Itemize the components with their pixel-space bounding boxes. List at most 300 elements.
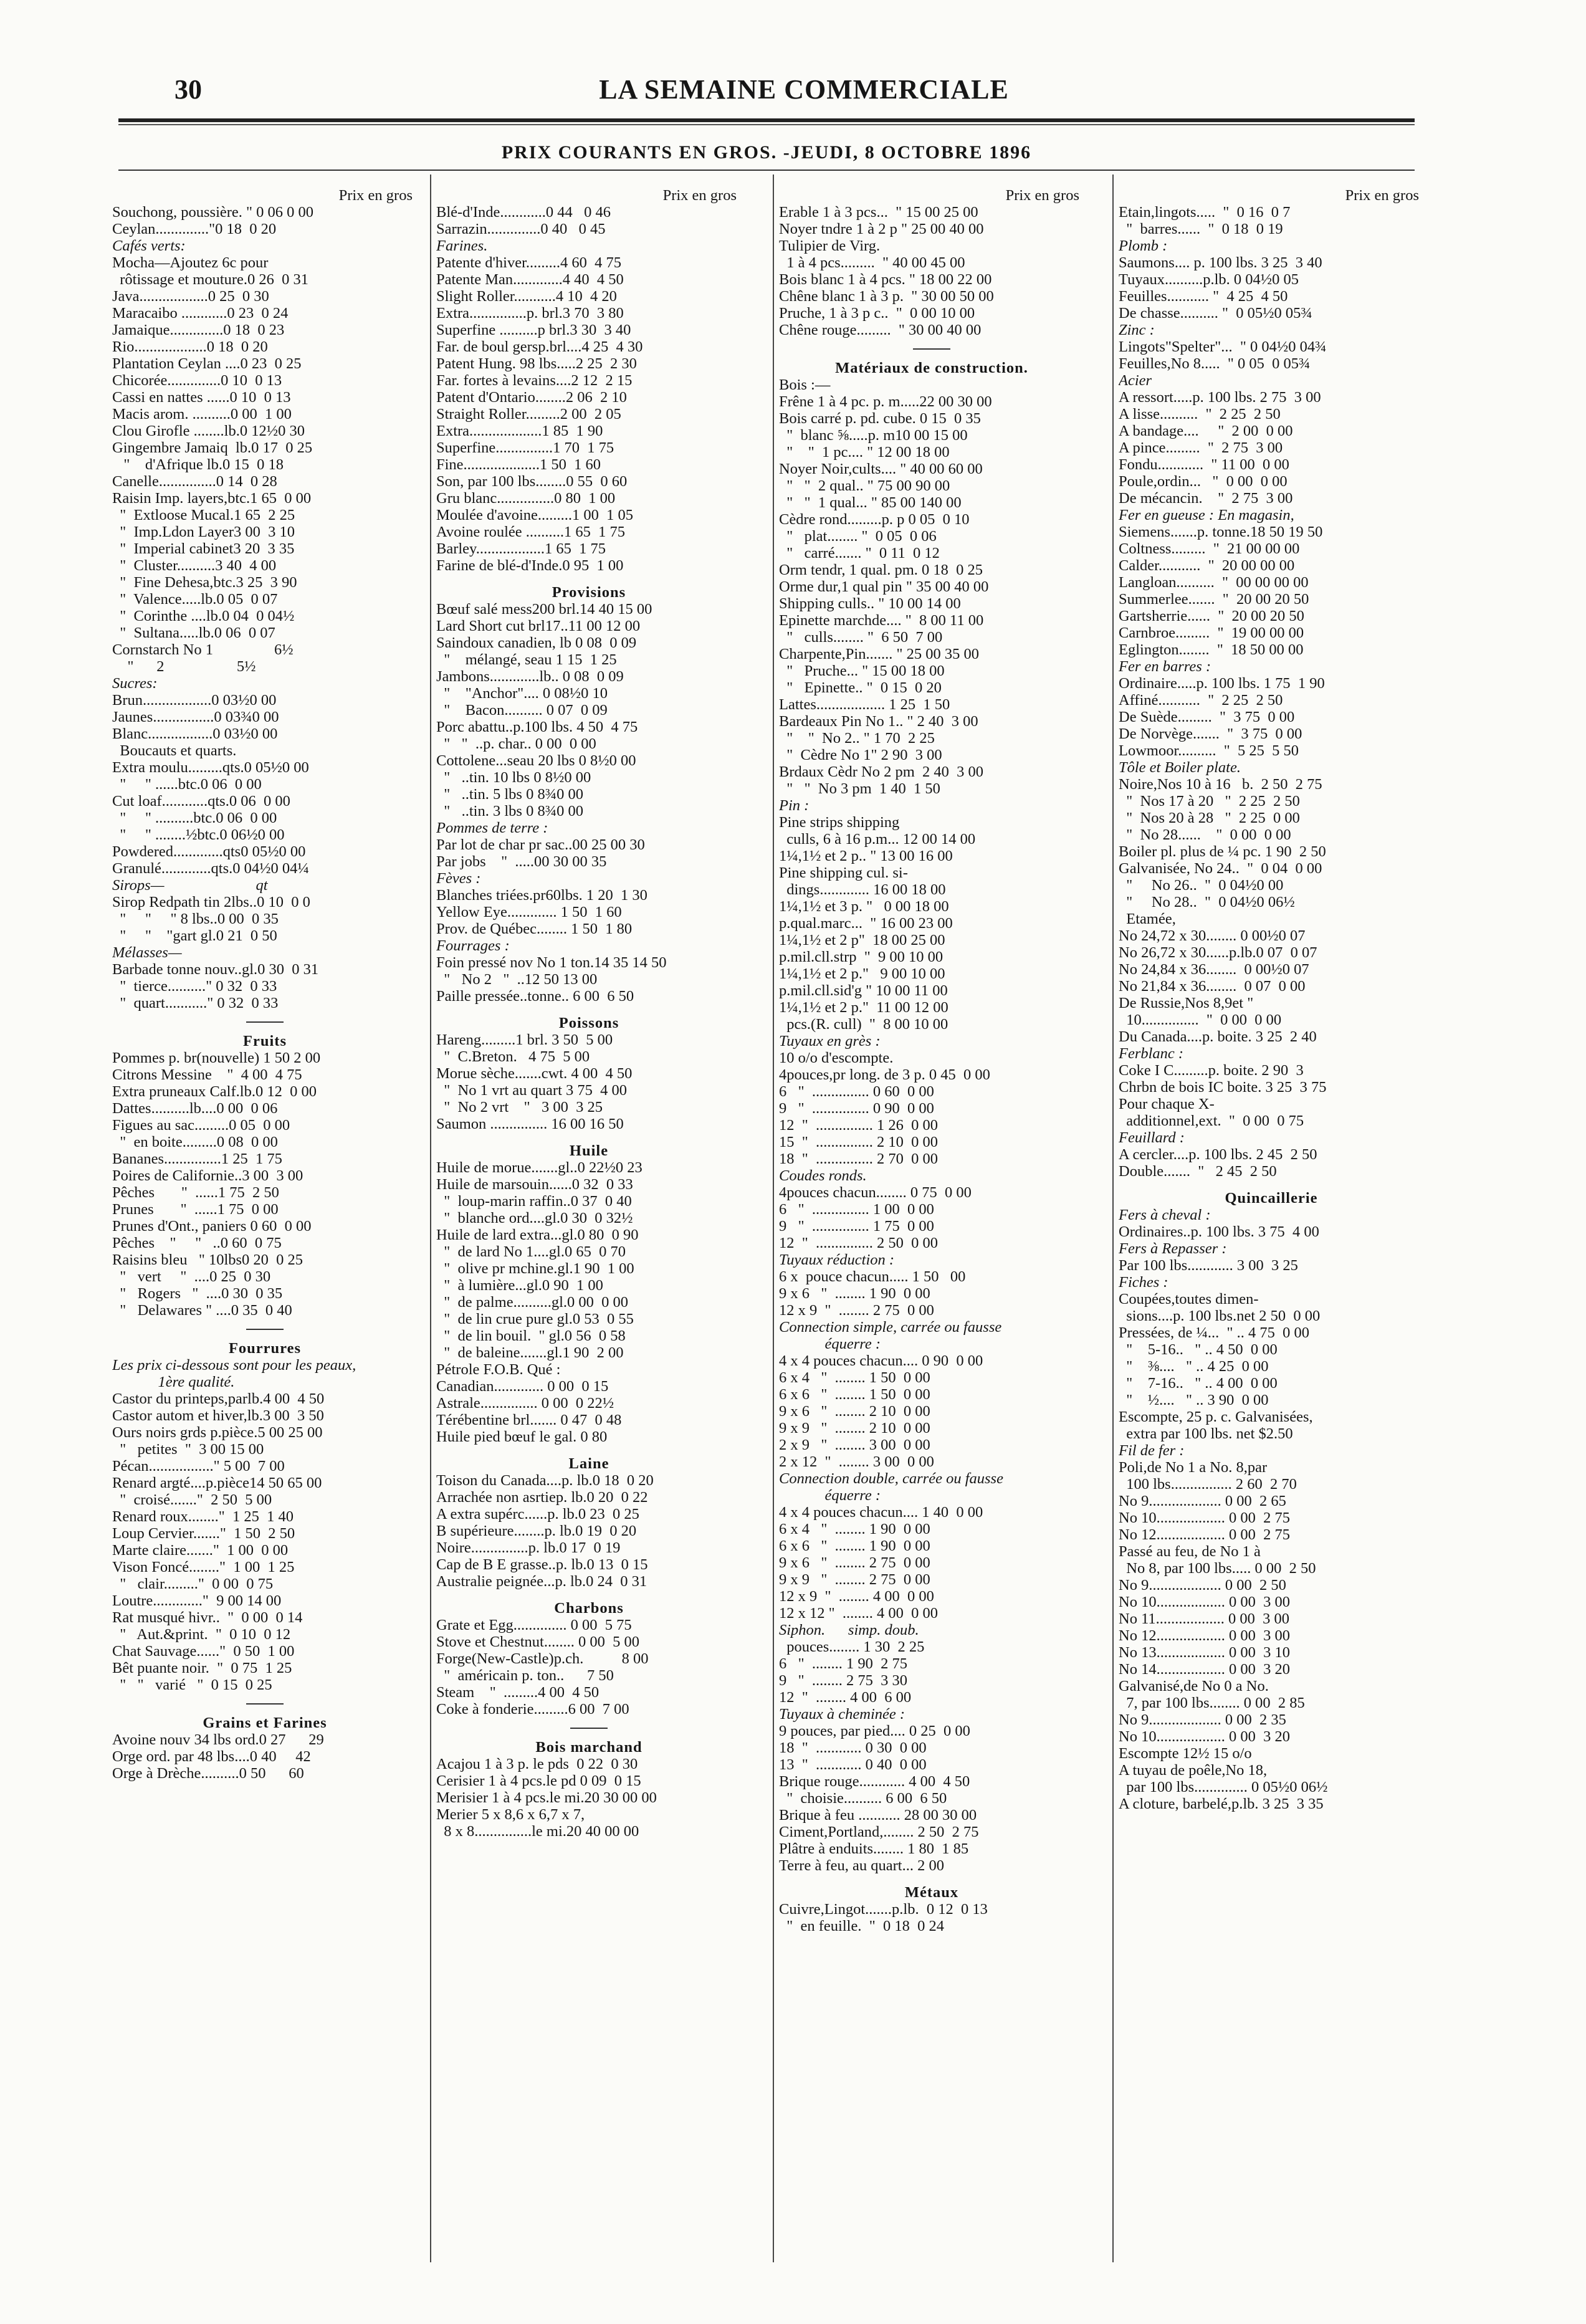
price-line: Orm tendr, 1 qual. pm. 0 18 0 25 — [779, 562, 983, 578]
price-line: Lowmoor.......... " 5 25 5 50 — [1119, 742, 1299, 759]
price-line: Extra pruneaux Calf.lb.0 12 0 00 — [112, 1083, 317, 1100]
price-line: Noyer tndre 1 à 2 p " 25 00 40 00 — [779, 221, 984, 237]
subsection-label: Zinc : — [1119, 322, 1155, 338]
price-line: " Sultana.....lb.0 06 0 07 — [112, 624, 275, 641]
price-line: Poires de Californie..3 00 3 00 — [112, 1167, 303, 1184]
price-line: Cut loaf............qts.0 06 0 00 — [112, 793, 290, 810]
price-line: Cèdre rond.........p. p 0 05 0 10 — [779, 511, 970, 528]
price-line: Orge ord. par 48 lbs....0 40 42 — [112, 1748, 311, 1765]
price-line: 9 x 6 " ........ 2 10 0 00 — [779, 1403, 930, 1420]
price-line: " No 28...... " 0 00 0 00 — [1119, 826, 1291, 843]
price-line: Bœuf salé mess200 brl.14 40 15 00 — [436, 601, 652, 618]
price-line: Langloan.......... " 00 00 00 00 — [1119, 574, 1309, 591]
price-line: " " 2 qual.. " 75 00 90 00 — [779, 477, 950, 494]
price-line: " Valence.....lb.0 05 0 07 — [112, 591, 278, 608]
price-line: A tuyau de poêle,No 18, — [1119, 1762, 1268, 1779]
price-line: " ..tin. 10 lbs 0 8½0 00 — [436, 769, 591, 786]
price-column-2 — [436, 187, 742, 2262]
section-divider — [913, 348, 950, 350]
price-line: " tierce.........." 0 32 0 33 — [112, 978, 277, 995]
price-line: Renard argté....p.pièce14 50 65 00 — [112, 1475, 322, 1491]
column-header: Prix en gros — [662, 187, 737, 204]
price-line: Pommes p. br(nouvelle) 1 50 2 00 — [112, 1050, 321, 1066]
price-line: Lingots"Spelter"... " 0 04½0 04¾ — [1119, 338, 1327, 355]
subsection-label: Ferblanc : — [1119, 1045, 1184, 1062]
price-line: Galvanisée, No 24.. " 0 04 0 00 — [1119, 860, 1322, 877]
section-heading: Provisions — [552, 584, 626, 601]
price-line: Cottolene...seau 20 lbs 0 8½0 00 — [436, 752, 636, 769]
subsection-label: Fers à cheval : — [1119, 1207, 1211, 1223]
price-line: " " ......btc.0 06 0 00 — [112, 776, 262, 793]
price-line: Sirop Redpath tin 2lbs..0 10 0 0 — [112, 894, 310, 911]
price-line: " Imperial cabinet3 20 3 35 — [112, 540, 295, 557]
price-line: Superfine ..........p brl.3 30 3 40 — [436, 322, 631, 338]
price-line: " 7-16.. " .. 4 00 0 00 — [1119, 1375, 1278, 1392]
price-line: " clair........." 0 00 0 75 — [112, 1576, 274, 1592]
subsection-label: Pin : — [779, 797, 810, 814]
price-line: Arrachée non asrtiep. lb.0 20 0 22 — [436, 1489, 648, 1506]
price-column-4 — [1119, 187, 1424, 2262]
price-line: No 24,72 x 30........ 0 00½0 07 — [1119, 927, 1306, 944]
price-line: " blanc ⅝.....p. m10 00 15 00 — [779, 427, 968, 444]
subsection-label: équerre : — [779, 1487, 881, 1504]
price-line: Carnbroe......... " 19 00 00 00 — [1119, 624, 1304, 641]
price-line: " de lard No 1....gl.0 65 0 70 — [436, 1243, 626, 1260]
price-line: No 8, par 100 lbs..... 0 00 2 50 — [1119, 1560, 1316, 1577]
price-line: Lard Short cut brl17..11 00 12 00 — [436, 618, 641, 634]
price-line: Noyer Noir,cults.... " 40 00 60 00 — [779, 461, 983, 477]
price-line: Summerlee....... " 20 00 20 50 — [1119, 591, 1309, 608]
price-line: Pétrole F.O.B. Qué : — [436, 1361, 561, 1378]
price-line: p.qual.marc... " 16 00 23 00 — [779, 915, 953, 932]
subsection-label: Feuillard : — [1119, 1129, 1185, 1146]
price-line: " de baleine.......gl.1 90 2 00 — [436, 1344, 624, 1361]
price-line: No 21,84 x 36........ 0 07 0 00 — [1119, 978, 1306, 995]
price-line: Barley..................1 65 1 75 — [436, 540, 606, 557]
price-line: Epinette marchde.... " 8 00 11 00 — [779, 612, 984, 629]
subsection-label: Connection double, carrée ou fausse — [779, 1470, 1003, 1487]
subsection-label: Tôle et Boiler plate. — [1119, 759, 1241, 776]
price-line: De chasse.......... " 0 05½0 05¾ — [1119, 305, 1312, 322]
price-line: Figues au sac.........0 05 0 00 — [112, 1117, 290, 1134]
subsection-label: Fourrages : — [436, 937, 510, 954]
price-line: " " varié " 0 15 0 25 — [112, 1676, 272, 1693]
price-line: Charpente,Pin....... " 25 00 35 00 — [779, 646, 979, 662]
price-line: Eglington........ " 18 50 00 00 — [1119, 641, 1304, 658]
price-line: Par jobs " .....00 30 00 35 — [436, 853, 607, 870]
price-line: Pressées, de ¼... " .. 4 75 0 00 — [1119, 1324, 1310, 1341]
price-line: Frêne 1 à 4 pc. p. m.....22 00 30 00 — [779, 393, 992, 410]
subsection-label: Fèves : — [436, 870, 481, 887]
price-line: " américain p. ton.. 7 50 — [436, 1667, 614, 1684]
column-divider — [1112, 175, 1114, 2262]
price-line: Acajou 1 à 3 p. le pds 0 22 0 30 — [436, 1756, 638, 1772]
price-line: Passé au feu, de No 1 à — [1119, 1543, 1261, 1560]
price-line: No 10.................. 0 00 3 00 — [1119, 1594, 1290, 1610]
price-line: Merisier 1 à 4 pcs.le mi.20 30 00 00 — [436, 1789, 657, 1806]
price-line: Yellow Eye............. 1 50 1 60 — [436, 904, 622, 921]
section-divider — [570, 1728, 608, 1729]
price-line: Cornstarch No 1 6½ — [112, 641, 294, 658]
section-divider — [246, 1703, 284, 1705]
price-line: " mélangé, seau 1 15 1 25 — [436, 651, 617, 668]
price-line: " de lin bouil. " gl.0 56 0 58 — [436, 1327, 626, 1344]
price-line: " Nos 17 à 20 " 2 25 2 50 — [1119, 793, 1300, 810]
price-column-1 — [112, 187, 418, 2262]
price-line: Poli,de No 1 a No. 8,par — [1119, 1459, 1268, 1476]
price-line: Straight Roller.........2 00 2 05 — [436, 406, 621, 423]
price-line: 8 x 8...............le mi.20 40 00 00 — [436, 1823, 639, 1840]
subsection-label: Pommes de terre : — [436, 820, 548, 836]
price-line: 18 " ............... 2 70 0 00 — [779, 1150, 939, 1167]
price-line: Porc abattu..p.100 lbs. 4 50 4 75 — [436, 719, 638, 735]
price-line: 2 x 9 " ........ 3 00 0 00 — [779, 1437, 930, 1453]
price-line: 2 x 12 " ........ 3 00 0 00 — [779, 1453, 934, 1470]
price-line: Saumons.... p. 100 lbs. 3 25 3 40 — [1119, 254, 1322, 271]
section-heading: Fruits — [243, 1033, 287, 1050]
price-line: Calder........... " 20 00 00 00 — [1119, 557, 1295, 574]
price-line: Canadian............. 0 00 0 15 — [436, 1378, 609, 1395]
subsection-label: Cafés verts: — [112, 237, 186, 254]
price-line: Extra moulu.........qts.0 05½0 00 — [112, 759, 309, 776]
price-line: 10............... " 0 00 0 00 — [1119, 1011, 1282, 1028]
price-line: Bois :— — [779, 376, 831, 393]
price-line: Térébentine brl....... 0 47 0 48 — [436, 1412, 622, 1428]
price-line: A cloture, barbelé,p.lb. 3 25 3 35 — [1119, 1796, 1324, 1812]
price-line: Sarrazin..............0 40 0 45 — [436, 221, 606, 237]
price-line: " " " 8 lbs..0 00 0 35 — [112, 911, 279, 927]
price-line: Etain,lingots..... " 0 16 0 7 — [1119, 204, 1291, 221]
price-line: Feuilles........... " 4 25 4 50 — [1119, 288, 1288, 305]
price-line: Ordinaire.....p. 100 lbs. 1 75 1 90 — [1119, 675, 1325, 692]
price-line: " à lumière...gl.0 90 1 00 — [436, 1277, 603, 1294]
section-heading: Matériaux de construction. — [835, 360, 1028, 376]
price-line: No 26,72 x 30......p.lb.0 07 0 07 — [1119, 944, 1317, 961]
price-line: Moulée d'avoine.........1 00 1 05 — [436, 507, 634, 524]
price-line: Coupées,toutes dimen- — [1119, 1291, 1259, 1308]
price-line: Lattes.................. 1 25 1 50 — [779, 696, 950, 713]
price-line: De Suède......... " 3 75 0 00 — [1119, 709, 1295, 725]
price-line: Affiné........... " 2 25 2 50 — [1119, 692, 1283, 709]
price-line: Huile de marsouin......0 32 0 33 — [436, 1176, 633, 1193]
page-number: 30 — [174, 74, 202, 105]
section-heading: Quincaillerie — [1225, 1190, 1318, 1207]
price-line: Siemens.......p. tonne.18 50 19 50 — [1119, 524, 1323, 540]
price-line: " Aut.&print. " 0 10 0 12 — [112, 1626, 291, 1643]
price-line: Bêt puante noir. " 0 75 1 25 — [112, 1660, 292, 1676]
price-line: " de palme..........gl.0 00 0 00 — [436, 1294, 629, 1311]
price-line: Foin pressé nov No 1 ton.14 35 14 50 — [436, 954, 667, 971]
price-line: Forge(New-Castle)p.ch. 8 00 — [436, 1650, 649, 1667]
price-line: " Pruche... " 15 00 18 00 — [779, 662, 945, 679]
subsection-label: équerre : — [779, 1336, 881, 1352]
price-line: " loup-marin raffin..0 37 0 40 — [436, 1193, 632, 1210]
price-line: Orge à Drèche..........0 50 60 — [112, 1765, 304, 1782]
price-line: 4pouces chacun........ 0 75 0 00 — [779, 1184, 972, 1201]
price-line: Chêne rouge......... " 30 00 40 00 — [779, 322, 982, 338]
price-line: Gingembre Jamaiq lb.0 17 0 25 — [112, 439, 313, 456]
subsection-label: Sucres: — [112, 675, 158, 692]
price-line: " plat........ " 0 05 0 06 — [779, 528, 937, 545]
column-divider — [430, 175, 431, 2262]
price-line: 12 x 9 " ........ 2 75 0 00 — [779, 1302, 934, 1319]
price-line: Souchong, poussière. " 0 06 0 00 — [112, 204, 314, 221]
price-line: Jamaique..............0 18 0 23 — [112, 322, 285, 338]
section-heading: Grains et Farines — [203, 1714, 327, 1731]
price-line: dings............. 16 00 18 00 — [779, 881, 946, 898]
price-line: Far. de boul gersp.brl....4 25 4 30 — [436, 338, 643, 355]
price-line: Prunes " ......1 75 0 00 — [112, 1201, 279, 1218]
subsection-label: Siphon. simp. doub. — [779, 1622, 919, 1638]
price-line: Par 100 lbs............ 3 00 3 25 — [1119, 1257, 1298, 1274]
price-line: 9 " ............... 1 75 0 00 — [779, 1218, 934, 1235]
price-line: Boiler pl. plus de ¼ pc. 1 90 2 50 — [1119, 843, 1326, 860]
price-line: sions....p. 100 lbs.net 2 50 0 00 — [1119, 1308, 1321, 1324]
price-line: Patente d'hiver.........4 60 4 75 — [436, 254, 622, 271]
price-line: Citrons Messine " 4 00 4 75 — [112, 1066, 302, 1083]
price-line: 6 x 6 " ........ 1 50 0 00 — [779, 1386, 930, 1403]
price-line: Marte claire......." 1 00 0 00 — [112, 1542, 289, 1559]
subsection-label: Plomb : — [1119, 237, 1168, 254]
price-line: Chrbn de bois IC boite. 3 25 3 75 — [1119, 1079, 1327, 1096]
price-line: " vert " ....0 25 0 30 — [112, 1268, 271, 1285]
price-line: Patent Hung. 98 lbs.....2 25 2 30 — [436, 355, 637, 372]
price-line: " " No 2.. " 1 70 2 25 — [779, 730, 935, 747]
price-line: Bois blanc 1 à 4 pcs. " 18 00 22 00 — [779, 271, 992, 288]
price-line: 1¼,1½ et 2 p" 18 00 25 00 — [779, 932, 945, 949]
price-line: Far. fortes à levains....2 12 2 15 — [436, 372, 633, 389]
price-line: Son, par 100 lbs........0 55 0 60 — [436, 473, 628, 490]
price-line: A lisse.......... " 2 25 2 50 — [1119, 406, 1281, 423]
price-line: " d'Afrique lb.0 15 0 18 — [112, 456, 284, 473]
price-line: Orme dur,1 qual pin " 35 00 40 00 — [779, 578, 989, 595]
subsection-label: Sirops— qt — [112, 877, 268, 894]
price-line: 9 x 6 " ........ 2 75 0 00 — [779, 1554, 930, 1571]
column-divider — [773, 175, 774, 2262]
price-line: rôtissage et mouture.0 26 0 31 — [112, 271, 309, 288]
price-line: Chicorée..............0 10 0 13 — [112, 372, 282, 389]
price-line: Raisin Imp. layers,btc.1 65 0 00 — [112, 490, 312, 507]
price-line: B supérieure........p. lb.0 19 0 20 — [436, 1523, 637, 1539]
price-line: Ceylan.............."0 18 0 20 — [112, 221, 277, 237]
section-heading: Huile — [569, 1142, 609, 1159]
price-line: " ½.... " .. 3 90 0 00 — [1119, 1392, 1269, 1408]
price-line: Par lot de char pr sac..00 25 00 30 — [436, 836, 645, 853]
price-line: No 10.................. 0 00 2 75 — [1119, 1509, 1290, 1526]
price-line: " " ..p. char.. 0 00 0 00 — [436, 735, 596, 752]
price-line: Plâtre à enduits........ 1 80 1 85 — [779, 1840, 969, 1857]
price-line: " ⅜.... " .. 4 25 0 00 — [1119, 1358, 1269, 1375]
price-line: Shipping culls.. " 10 00 14 00 — [779, 595, 961, 612]
price-line: Cuivre,Lingot.......p.lb. 0 12 0 13 — [779, 1901, 988, 1918]
price-line: Paille pressée..tonne.. 6 00 6 50 — [436, 988, 634, 1005]
price-line: 1 à 4 pcs......... " 40 00 45 00 — [779, 254, 965, 271]
price-line: Maracaibo ............0 23 0 24 — [112, 305, 289, 322]
section-heading: Poissons — [558, 1015, 619, 1031]
price-line: Patent d'Ontario........2 06 2 10 — [436, 389, 627, 406]
price-line: Pêches " ......1 75 2 50 — [112, 1184, 279, 1201]
price-line: Loutre............." 9 00 14 00 — [112, 1592, 282, 1609]
price-line: Ordinaires..p. 100 lbs. 3 75 4 00 — [1119, 1223, 1319, 1240]
price-line: Prunes d'Ont., paniers 0 60 0 00 — [112, 1218, 312, 1235]
price-line: Brun..................0 03½0 00 — [112, 692, 277, 709]
price-line: Pécan................." 5 00 7 00 — [112, 1458, 285, 1475]
price-line: No 14.................. 0 00 3 20 — [1119, 1661, 1290, 1678]
price-line: 13 " ............ 0 40 0 00 — [779, 1756, 927, 1773]
price-line: Vison Foncé........" 1 00 1 25 — [112, 1559, 295, 1576]
price-line: Feuilles,No 8..... " 0 05 0 05¾ — [1119, 355, 1311, 372]
price-line: Fine....................1 50 1 60 — [436, 456, 601, 473]
price-line: 9 pouces, par pied.... 0 25 0 00 — [779, 1723, 970, 1739]
price-line: Renard roux........" 1 25 1 40 — [112, 1508, 294, 1525]
price-line: Escompte, 25 p. c. Galvanisées, — [1119, 1408, 1313, 1425]
price-list-subtitle: PRIX COURANTS EN GROS. -JEUDI, 8 OCTOBRE 1896 — [501, 142, 1032, 163]
price-line: 12 " ........ 4 00 6 00 — [779, 1689, 912, 1706]
price-line: No 12.................. 0 00 2 75 — [1119, 1526, 1290, 1543]
subsection-label: Fer en barres : — [1119, 658, 1211, 675]
subsection-label: Farines. — [436, 237, 488, 254]
price-line: " Rogers " ....0 30 0 35 — [112, 1285, 283, 1302]
price-line: Escompte 12½ 15 o/o — [1119, 1745, 1252, 1762]
price-line: 6 x 4 " ........ 1 90 0 00 — [779, 1521, 930, 1537]
price-line: Toison du Canada....p. lb.0 18 0 20 — [436, 1472, 654, 1489]
price-line: Du Canada....p. boite. 3 25 2 40 — [1119, 1028, 1317, 1045]
price-line: " Nos 20 à 28 " 2 25 0 00 — [1119, 810, 1300, 826]
subsection-label: Fil de fer : — [1119, 1442, 1185, 1459]
price-line: Rio...................0 18 0 20 — [112, 338, 268, 355]
subsection-label: Tuyaux en grès : — [779, 1033, 881, 1050]
price-line: 12 " ............... 2 50 0 00 — [779, 1235, 939, 1251]
price-line: Brique rouge............ 4 00 4 50 — [779, 1773, 970, 1790]
subsection-label: Fer en gueuse : En magasin, — [1119, 507, 1294, 524]
subsection-label: Fiches : — [1119, 1274, 1168, 1291]
price-line: 7, par 100 lbs........ 0 00 2 85 — [1119, 1695, 1305, 1711]
price-line: Mocha—Ajoutez 6c pour — [112, 254, 269, 271]
price-line: " quart..........." 0 32 0 33 — [112, 995, 279, 1011]
section-heading: Bois marchand — [535, 1739, 643, 1756]
price-line: 4 x 4 pouces chacun.... 1 40 0 00 — [779, 1504, 983, 1521]
price-line: Blé-d'Inde............0 44 0 46 — [436, 204, 611, 221]
price-line: " " No 3 pm 1 40 1 50 — [779, 780, 940, 797]
price-line: 12 " ............... 1 26 0 00 — [779, 1117, 939, 1134]
price-column-3 — [779, 187, 1084, 2262]
price-line: No 13.................. 0 00 3 10 — [1119, 1644, 1290, 1661]
price-line: extra par 100 lbs. net $2.50 — [1119, 1425, 1293, 1442]
price-line: De Russie,Nos 8,9et " — [1119, 995, 1254, 1011]
price-line: No 9................... 0 00 2 50 — [1119, 1577, 1286, 1594]
price-line: " croisé......." 2 50 5 00 — [112, 1491, 272, 1508]
price-line: Astrale............... 0 00 0 22½ — [436, 1395, 614, 1412]
section-divider — [246, 1329, 284, 1330]
price-line: Blanches triées.pr60lbs. 1 20 1 30 — [436, 887, 647, 904]
price-line: " blanche ord....gl.0 30 0 32½ — [436, 1210, 633, 1227]
price-line: No 11.................. 0 00 3 00 — [1119, 1610, 1290, 1627]
price-line: Castor du printeps,parlb.4 00 4 50 — [112, 1390, 325, 1407]
price-line: " petites " 3 00 15 00 — [112, 1441, 264, 1458]
price-line: 9 " ............... 0 90 0 00 — [779, 1100, 934, 1117]
price-line: 10 o/o d'escompte. — [779, 1050, 894, 1066]
price-line: No 12.................. 0 00 3 00 — [1119, 1627, 1290, 1644]
column-header: Prix en gros — [338, 187, 413, 204]
section-heading: Fourrures — [228, 1340, 302, 1357]
price-line: Tuyaux..........p.lb. 0 04½0 05 — [1119, 271, 1299, 288]
price-line: Rat musqué hivr.. " 0 00 0 14 — [112, 1609, 303, 1626]
price-line: p.mil.cll.sid'g " 10 00 11 00 — [779, 982, 948, 999]
price-line: Superfine...............1 70 1 75 — [436, 439, 614, 456]
price-line: " culls........ " 6 50 7 00 — [779, 629, 943, 646]
subsection-label: Coudes ronds. — [779, 1167, 867, 1184]
subsection-label: Mélasses— — [112, 944, 182, 961]
price-line: Brdaux Cèdr No 2 pm 2 40 3 00 — [779, 763, 983, 780]
subsection-label: Connection simple, carrée ou fausse — [779, 1319, 1002, 1336]
price-line: Blanc.................0 03½0 00 — [112, 725, 278, 742]
price-line: pcs.(R. cull) " 8 00 10 00 — [779, 1016, 948, 1033]
price-line: Erable 1 à 3 pcs... " 15 00 25 00 — [779, 204, 978, 221]
price-line: Loup Cervier......." 1 50 2 50 — [112, 1525, 295, 1542]
price-line: " Fine Dehesa,btc.3 25 3 90 — [112, 574, 297, 591]
price-line: " ..tin. 3 lbs 0 8¾0 00 — [436, 803, 583, 820]
price-line: " " "gart gl.0 21 0 50 — [112, 927, 277, 944]
price-line: No 24,84 x 36........ 0 00½0 07 — [1119, 961, 1309, 978]
price-line: " Corinthe ....lb.0 04 0 04½ — [112, 608, 295, 624]
price-line: " No 2 " ..12 50 13 00 — [436, 971, 598, 988]
price-line: No 9................... 0 00 2 35 — [1119, 1711, 1286, 1728]
price-line: Java..................0 25 0 30 — [112, 288, 269, 305]
subsection-label: Les prix ci-dessous sont pour les peaux, — [112, 1357, 356, 1374]
subsection-label: Tuyaux réduction : — [779, 1251, 895, 1268]
price-line: Huile pied bœuf le gal. 0 80 — [436, 1428, 608, 1445]
price-line: Saindoux canadien, lb 0 08 0 09 — [436, 634, 637, 651]
price-line: " Extloose Mucal.1 65 2 25 — [112, 507, 295, 524]
price-line: De mécancin. " 2 75 3 00 — [1119, 490, 1293, 507]
price-line: " No 28.. " 0 04½0 06½ — [1119, 894, 1295, 911]
price-line: 9 " ........ 2 75 3 30 — [779, 1672, 908, 1689]
price-line: Prov. de Québec........ 1 50 1 80 — [436, 921, 633, 937]
price-line: p.mil.cll.strp " 9 00 10 00 — [779, 949, 943, 965]
price-line: " carré....... " 0 11 0 12 — [779, 545, 940, 562]
price-line: 12 x 12 " ........ 4 00 0 00 — [779, 1605, 939, 1622]
price-line: Slight Roller...........4 10 4 20 — [436, 288, 617, 305]
price-line: " " 1 qual... " 85 00 140 00 — [779, 494, 962, 511]
price-line: De Norvège....... " 3 75 0 00 — [1119, 725, 1302, 742]
section-heading: Laine — [568, 1455, 609, 1472]
price-line: " Imp.Ldon Layer3 00 3 10 — [112, 524, 295, 540]
price-line: A extra supérc......p. lb.0 23 0 25 — [436, 1506, 639, 1523]
price-line: A cercler....p. 100 lbs. 2 45 2 50 — [1119, 1146, 1317, 1163]
price-line: " Cluster..........3 40 4 00 — [112, 557, 277, 574]
price-line: Gartsherrie...... " 20 00 20 50 — [1119, 608, 1304, 624]
price-line: " olive pr mchine.gl.1 90 1 00 — [436, 1260, 634, 1277]
price-line: " "Anchor".... 0 08½0 10 — [436, 685, 608, 702]
price-line: A ressort.....p. 100 lbs. 2 75 3 00 — [1119, 389, 1321, 406]
section-heading: Métaux — [904, 1884, 959, 1901]
price-line: 6 x 6 " ........ 1 90 0 00 — [779, 1537, 930, 1554]
price-line: 9 x 6 " ........ 1 90 0 00 — [779, 1285, 930, 1302]
price-line: " No 2 vrt " 3 00 3 25 — [436, 1099, 603, 1116]
price-line: 4 x 4 pouces chacun.... 0 90 0 00 — [779, 1352, 983, 1369]
price-line: Morue sèche.......cwt. 4 00 4 50 — [436, 1065, 633, 1082]
price-line: " Cèdre No 1" 2 90 3 00 — [779, 747, 942, 763]
price-line: Stove et Chestnut........ 0 00 5 00 — [436, 1633, 639, 1650]
price-line: Clou Girofle ........lb.0 12½0 30 — [112, 423, 305, 439]
price-line: " " ........½btc.0 06½0 00 — [112, 826, 285, 843]
price-line: Jaunes................0 03¾0 00 — [112, 709, 279, 725]
price-line: 4pouces,pr long. de 3 p. 0 45 0 00 — [779, 1066, 990, 1083]
column-header: Prix en gros — [1345, 187, 1419, 204]
price-line: " de lin crue pure gl.0 53 0 55 — [436, 1311, 634, 1327]
section-divider — [246, 1021, 284, 1023]
price-line: 9 x 9 " ........ 2 75 0 00 — [779, 1571, 930, 1588]
